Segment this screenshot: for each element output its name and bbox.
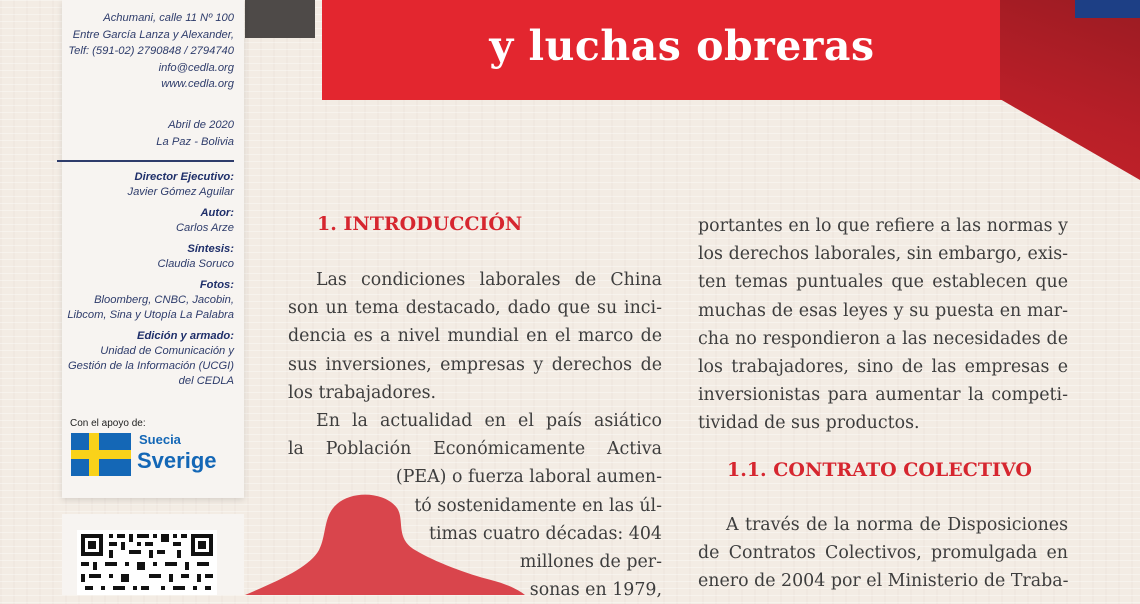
date-block bbox=[0, 117, 234, 150]
credits-block bbox=[0, 170, 234, 389]
credit-value-photos: Libcom, Sina y Utopía La Palabra bbox=[67, 309, 234, 321]
address-line: Achumani, calle 11 Nº 100 bbox=[103, 12, 234, 24]
text-line: dencia es a nivel mundial en el marco de bbox=[288, 326, 662, 347]
address-line: Entre García Lanza y Alexander, bbox=[72, 28, 234, 41]
credit-value-editing: del CEDLA bbox=[178, 375, 234, 387]
text-line: enero de 2004 por el Ministerio de Traba- bbox=[698, 571, 1069, 592]
banner-photo-edge bbox=[1075, 0, 1140, 18]
credit-label-synthesis: Síntesis: bbox=[187, 243, 234, 255]
text-line: muchas de esas leyes y su puesta en mar- bbox=[698, 300, 1068, 321]
credit-value-photos: Bloomberg, CNBC, Jacobin, bbox=[94, 294, 234, 306]
text-line: los derechos laborales, sin embargo, exis- bbox=[698, 244, 1068, 265]
text-line: sus inversiones, empresas y derechos de bbox=[288, 354, 662, 375]
text-line: los trabajadores, sino de las empresas e bbox=[698, 357, 1068, 378]
text-line: ten temas puntuales que establecen que bbox=[698, 272, 1068, 293]
text-line: En la actualidad en el país asiático bbox=[316, 411, 662, 432]
text-line: millones de per- bbox=[519, 552, 662, 573]
column2-paragraph bbox=[698, 212, 1068, 438]
support-label: Con el apoyo de: bbox=[70, 418, 146, 429]
credit-label-director: Director Ejecutivo: bbox=[134, 171, 234, 183]
address-block bbox=[0, 10, 234, 93]
text-line: timas cuatro décadas: 404 bbox=[428, 523, 662, 544]
text-line: inversionistas para aumentar la competi- bbox=[698, 385, 1068, 406]
sponsor-name-sverige: Sverige bbox=[137, 448, 217, 473]
publication-date: Abril de 2020 bbox=[168, 119, 234, 131]
text-line: cha no respondieron a las necesidades de bbox=[698, 328, 1068, 349]
credit-value-editing: Unidad de Comunicación y bbox=[100, 345, 234, 357]
credit-label-author: Autor: bbox=[200, 207, 234, 219]
credit-label-editing: Edición y armado: bbox=[137, 330, 234, 342]
credit-value-director: Javier Gómez Aguilar bbox=[127, 186, 234, 198]
text-line: de Contratos Colectivos, promulgada en bbox=[698, 543, 1068, 564]
decorative-shape bbox=[245, 488, 525, 595]
credit-value-author: Carlos Arze bbox=[175, 222, 234, 234]
sponsor-name-suecia: Suecia bbox=[139, 432, 181, 447]
text-line: (PEA) o fuerza laboral aumen- bbox=[395, 467, 662, 488]
email-link[interactable]: info@cedla.org bbox=[158, 61, 234, 74]
text-line: A través de la norma de Disposiciones bbox=[726, 515, 1068, 535]
text-line: Las condiciones laborales de China bbox=[316, 270, 662, 290]
sidebar-divider bbox=[57, 160, 234, 162]
text-line: tó sostenidamente en las úl- bbox=[414, 495, 662, 516]
text-line: la Población Económicamente Activa bbox=[288, 439, 662, 460]
text-line: los trabajadores. bbox=[288, 382, 437, 403]
page-title: y luchas obreras bbox=[489, 22, 875, 70]
text-line: portantes en lo que refiere a las normas y bbox=[698, 216, 1068, 236]
website-link[interactable]: www.cedla.org bbox=[161, 78, 234, 90]
section-heading-contrato-colectivo: 1.1. CONTRATO COLECTIVO bbox=[727, 459, 1032, 481]
credit-label-photos: Fotos: bbox=[199, 279, 234, 291]
qr-code-icon[interactable] bbox=[77, 530, 217, 595]
text-line: tividad de sus productos. bbox=[698, 413, 920, 434]
credit-value-editing: Gestión de la Información (UCGI) bbox=[67, 360, 234, 372]
phone-line: Telf: (591-02) 2790848 / 2794740 bbox=[68, 45, 234, 57]
sweden-flag-icon bbox=[71, 433, 131, 476]
publication-place: La Paz - Bolivia bbox=[156, 135, 234, 148]
header-photo-strip bbox=[245, 0, 315, 38]
text-line: son un tema destacado, dado que su inci- bbox=[288, 298, 662, 319]
credit-value-synthesis: Claudia Soruco bbox=[157, 258, 234, 270]
section-heading-introduccion: 1. INTRODUCCIÓN bbox=[317, 213, 523, 235]
contrato-paragraph bbox=[698, 511, 1068, 596]
text-line: sonas en 1979, bbox=[529, 580, 662, 601]
